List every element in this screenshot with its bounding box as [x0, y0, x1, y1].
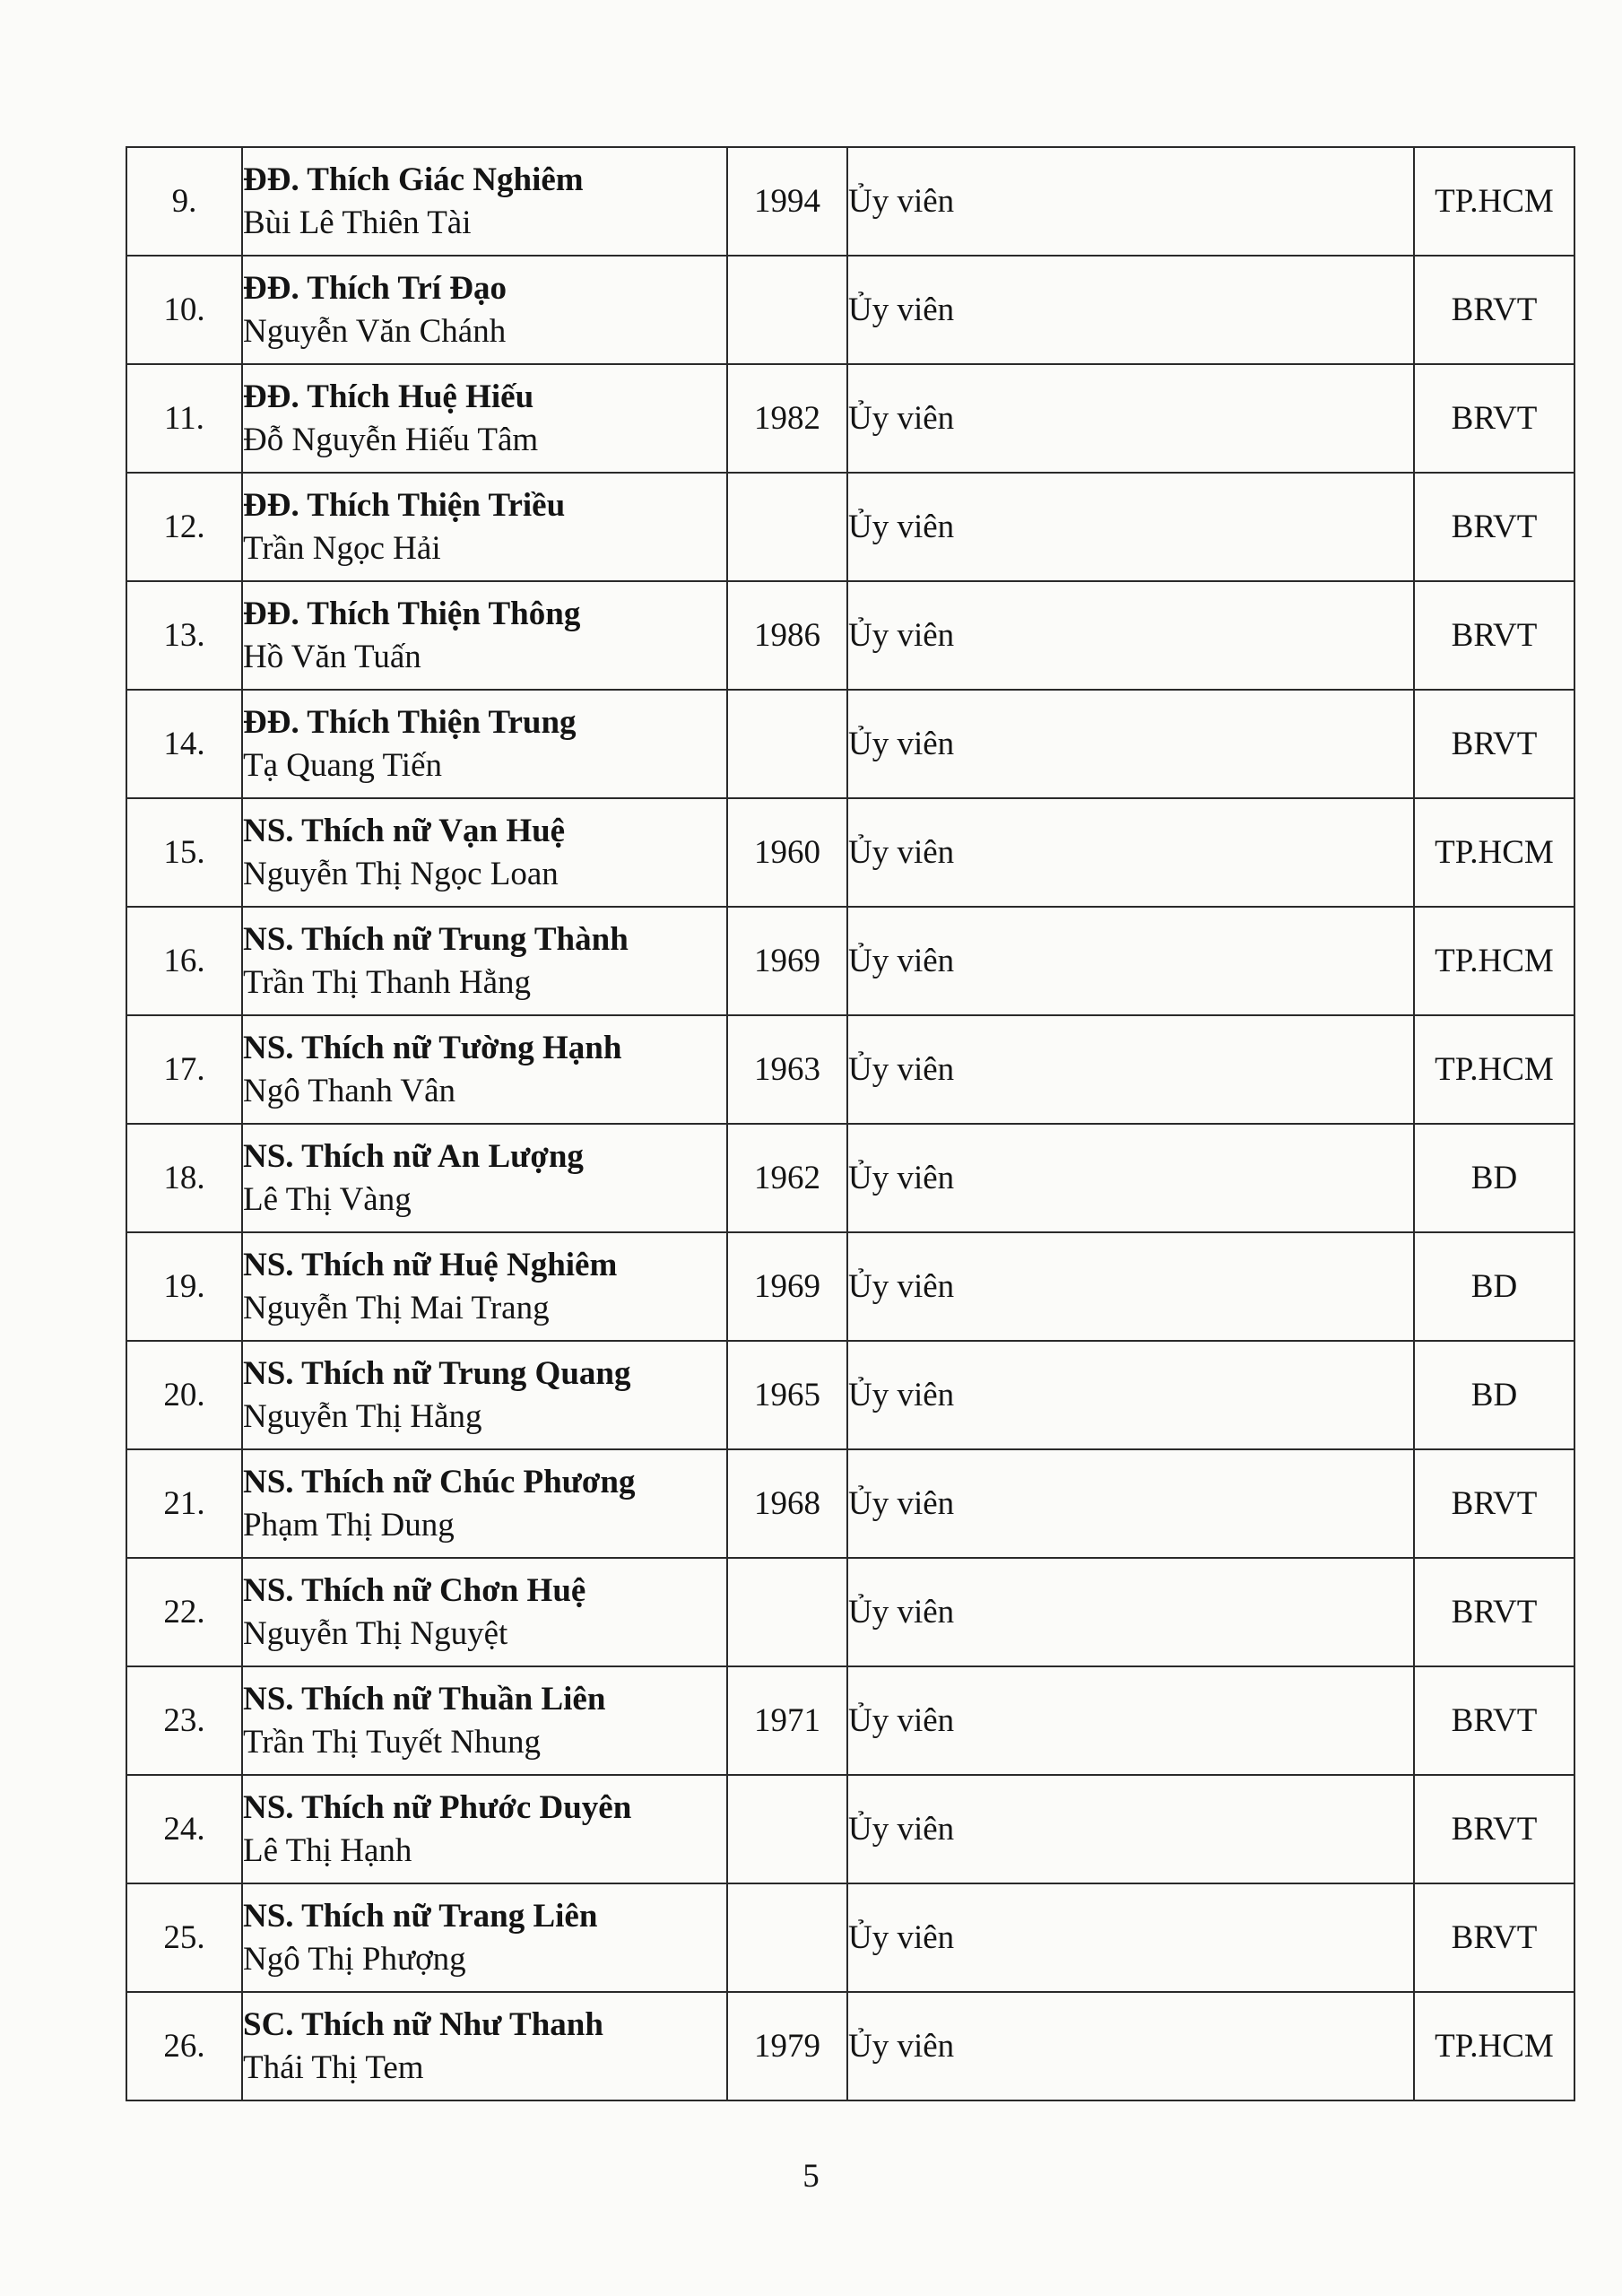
- row-number: 26.: [163, 2027, 205, 2065]
- role-cell: [847, 690, 1414, 798]
- role-cell: [847, 1883, 1414, 1992]
- dharma-name: NS. Thích nữ Thuần Liên: [243, 1680, 606, 1718]
- birth-year: 1982: [754, 399, 820, 437]
- lay-name: Ngô Thị Phượng: [243, 1940, 466, 1978]
- role-cell: [847, 1015, 1414, 1124]
- row-number-cell: [126, 798, 242, 907]
- role-cell: [847, 907, 1414, 1015]
- role: Ủy viên: [848, 1593, 955, 1631]
- birth-year: 1968: [754, 1484, 820, 1522]
- place: TP.HCM: [1435, 1050, 1554, 1088]
- lay-name: Nguyễn Thị Nguyệt: [243, 1614, 508, 1652]
- dharma-name: SC. Thích nữ Như Thanh: [243, 2005, 603, 2043]
- place-cell: [1414, 1341, 1574, 1449]
- birth-year-cell: [727, 1775, 847, 1883]
- lay-name: Thái Thị Tem: [243, 2048, 424, 2086]
- row-number-cell: [126, 581, 242, 690]
- role: Ủy viên: [848, 1701, 955, 1739]
- name-cell: [242, 1558, 727, 1666]
- place: BRVT: [1451, 725, 1538, 762]
- lay-name: Đỗ Nguyễn Hiếu Tâm: [243, 421, 539, 458]
- birth-year-cell: [727, 581, 847, 690]
- role-cell: [847, 1341, 1414, 1449]
- row-number-cell: [126, 907, 242, 1015]
- row-number: 17.: [163, 1050, 205, 1088]
- role-cell: [847, 581, 1414, 690]
- role: Ủy viên: [848, 1918, 955, 1956]
- dharma-name: NS. Thích nữ Vạn Huệ: [243, 812, 566, 849]
- role-cell: [847, 1558, 1414, 1666]
- role-cell: [847, 473, 1414, 581]
- row-number-cell: [126, 690, 242, 798]
- row-number-cell: [126, 1341, 242, 1449]
- row-number-cell: [126, 1666, 242, 1775]
- place-cell: [1414, 1015, 1574, 1124]
- lay-name: Nguyễn Văn Chánh: [243, 312, 507, 350]
- birth-year-cell: [727, 1124, 847, 1232]
- row-number: 10.: [163, 291, 205, 328]
- role-cell: [847, 147, 1414, 256]
- birth-year-cell: [727, 907, 847, 1015]
- dharma-name: NS. Thích nữ Phước Duyên: [243, 1788, 632, 1826]
- birth-year-cell: [727, 1558, 847, 1666]
- place: BD: [1470, 1267, 1518, 1305]
- name-cell: [242, 1124, 727, 1232]
- table-row: [126, 256, 1574, 364]
- place-cell: [1414, 1124, 1574, 1232]
- lay-name: Lê Thị Vàng: [243, 1180, 412, 1218]
- place-cell: [1414, 473, 1574, 581]
- birth-year: 1986: [754, 616, 820, 654]
- name-cell: [242, 1341, 727, 1449]
- role: Ủy viên: [848, 1050, 955, 1088]
- place: BRVT: [1451, 616, 1538, 654]
- dharma-name: NS. Thích nữ Trung Thành: [243, 920, 629, 958]
- name-cell: [242, 798, 727, 907]
- table-row: [126, 1883, 1574, 1992]
- row-number: 15.: [163, 833, 205, 871]
- lay-name: Nguyễn Thị Mai Trang: [243, 1289, 550, 1326]
- place: BRVT: [1451, 291, 1538, 328]
- member-table: [126, 146, 1575, 2101]
- role-cell: [847, 256, 1414, 364]
- role: Ủy viên: [848, 1810, 955, 1848]
- row-number-cell: [126, 1558, 242, 1666]
- name-cell: [242, 690, 727, 798]
- table-row: [126, 1775, 1574, 1883]
- dharma-name: NS. Thích nữ Trung Quang: [243, 1354, 631, 1392]
- birth-year: 1969: [754, 942, 820, 979]
- name-cell: [242, 581, 727, 690]
- row-number: 20.: [163, 1376, 205, 1413]
- place: BRVT: [1451, 1810, 1538, 1848]
- dharma-name: ĐĐ. Thích Thiện Thông: [243, 595, 581, 632]
- role: Ủy viên: [848, 2027, 955, 2065]
- name-cell: [242, 1666, 727, 1775]
- birth-year-cell: [727, 1992, 847, 2100]
- row-number: 21.: [163, 1484, 205, 1522]
- place-cell: [1414, 907, 1574, 1015]
- place-cell: [1414, 1666, 1574, 1775]
- row-number: 11.: [164, 399, 204, 437]
- lay-name: Trần Thị Tuyết Nhung: [243, 1723, 542, 1761]
- role-cell: [847, 1992, 1414, 2100]
- row-number: 18.: [163, 1159, 205, 1196]
- row-number-cell: [126, 1449, 242, 1558]
- role-cell: [847, 1449, 1414, 1558]
- table-row: [126, 473, 1574, 581]
- table-row: [126, 798, 1574, 907]
- table-row: [126, 907, 1574, 1015]
- row-number-cell: [126, 256, 242, 364]
- place-cell: [1414, 1883, 1574, 1992]
- row-number-cell: [126, 147, 242, 256]
- row-number: 9.: [171, 182, 197, 220]
- place: BRVT: [1451, 1484, 1538, 1522]
- row-number: 25.: [163, 1918, 205, 1956]
- row-number: 23.: [163, 1701, 205, 1739]
- birth-year-cell: [727, 256, 847, 364]
- row-number-cell: [126, 1992, 242, 2100]
- birth-year-cell: [727, 1666, 847, 1775]
- table-row: [126, 1232, 1574, 1341]
- dharma-name: ĐĐ. Thích Trí Đạo: [243, 269, 507, 307]
- name-cell: [242, 1775, 727, 1883]
- birth-year: 1960: [754, 833, 820, 871]
- birth-year-cell: [727, 1341, 847, 1449]
- birth-year-cell: [727, 473, 847, 581]
- row-number-cell: [126, 1232, 242, 1341]
- birth-year: 1971: [754, 1701, 820, 1739]
- dharma-name: ĐĐ. Thích Giác Nghiêm: [243, 161, 584, 198]
- row-number: 22.: [163, 1593, 205, 1631]
- table-row: [126, 1666, 1574, 1775]
- role-cell: [847, 364, 1414, 473]
- place: BRVT: [1451, 1701, 1538, 1739]
- birth-year-cell: [727, 1449, 847, 1558]
- lay-name: Lê Thị Hạnh: [243, 1831, 412, 1869]
- role: Ủy viên: [848, 1484, 955, 1522]
- dharma-name: NS. Thích nữ Chơn Huệ: [243, 1571, 586, 1609]
- dharma-name: NS. Thích nữ An Lượng: [243, 1137, 584, 1175]
- table-row: [126, 1558, 1574, 1666]
- table-row: [126, 1449, 1574, 1558]
- place-cell: [1414, 1449, 1574, 1558]
- dharma-name: NS. Thích nữ Trang Liên: [243, 1897, 598, 1935]
- birth-year: 1965: [754, 1376, 820, 1413]
- place: BD: [1470, 1159, 1518, 1196]
- dharma-name: NS. Thích nữ Tường Hạnh: [243, 1029, 622, 1066]
- row-number: 19.: [163, 1267, 205, 1305]
- place-cell: [1414, 581, 1574, 690]
- role-cell: [847, 1232, 1414, 1341]
- name-cell: [242, 147, 727, 256]
- role-cell: [847, 798, 1414, 907]
- dharma-name: NS. Thích nữ Chúc Phương: [243, 1463, 636, 1500]
- place-cell: [1414, 1775, 1574, 1883]
- place: TP.HCM: [1435, 833, 1554, 871]
- birth-year-cell: [727, 147, 847, 256]
- row-number: 12.: [163, 508, 205, 545]
- table-row: [126, 147, 1574, 256]
- table-row: [126, 1124, 1574, 1232]
- dharma-name: ĐĐ. Thích Thiện Trung: [243, 703, 577, 741]
- role-cell: [847, 1775, 1414, 1883]
- lay-name: Ngô Thanh Vân: [243, 1072, 456, 1109]
- birth-year: 1969: [754, 1267, 820, 1305]
- place-cell: [1414, 256, 1574, 364]
- row-number-cell: [126, 1124, 242, 1232]
- birth-year-cell: [727, 1232, 847, 1341]
- place: TP.HCM: [1435, 942, 1554, 979]
- row-number: 13.: [163, 616, 205, 654]
- place: BRVT: [1451, 399, 1538, 437]
- page-number: 5: [802, 2158, 820, 2195]
- birth-year-cell: [727, 798, 847, 907]
- lay-name: Tạ Quang Tiến: [243, 746, 442, 784]
- name-cell: [242, 256, 727, 364]
- birth-year-cell: [727, 1015, 847, 1124]
- place: BRVT: [1451, 1593, 1538, 1631]
- row-number-cell: [126, 1775, 242, 1883]
- role: Ủy viên: [848, 942, 955, 979]
- name-cell: [242, 1883, 727, 1992]
- name-cell: [242, 907, 727, 1015]
- row-number-cell: [126, 473, 242, 581]
- role: Ủy viên: [848, 1376, 955, 1413]
- place-cell: [1414, 364, 1574, 473]
- role: Ủy viên: [848, 1159, 955, 1196]
- role: Ủy viên: [848, 399, 955, 437]
- role: Ủy viên: [848, 616, 955, 654]
- role: Ủy viên: [848, 1267, 955, 1305]
- place: TP.HCM: [1435, 2027, 1554, 2065]
- birth-year-cell: [727, 1883, 847, 1992]
- role: Ủy viên: [848, 508, 955, 545]
- role: Ủy viên: [848, 725, 955, 762]
- birth-year: 1962: [754, 1159, 820, 1196]
- name-cell: [242, 1015, 727, 1124]
- lay-name: Nguyễn Thị Hằng: [243, 1397, 482, 1435]
- row-number: 24.: [163, 1810, 205, 1848]
- place: BD: [1470, 1376, 1518, 1413]
- place: BRVT: [1451, 508, 1538, 545]
- dharma-name: ĐĐ. Thích Huệ Hiếu: [243, 378, 534, 415]
- place-cell: [1414, 1992, 1574, 2100]
- place-cell: [1414, 1558, 1574, 1666]
- lay-name: Phạm Thị Dung: [243, 1506, 455, 1544]
- birth-year: 1994: [754, 182, 820, 220]
- role: Ủy viên: [848, 833, 955, 871]
- row-number-cell: [126, 1883, 242, 1992]
- role: Ủy viên: [848, 291, 955, 328]
- birth-year: 1963: [754, 1050, 820, 1088]
- place-cell: [1414, 1232, 1574, 1341]
- role: Ủy viên: [848, 182, 955, 220]
- member-table-body: [126, 147, 1574, 2100]
- lay-name: Trần Ngọc Hải: [243, 529, 441, 567]
- birth-year: 1979: [754, 2027, 820, 2065]
- row-number-cell: [126, 364, 242, 473]
- name-cell: [242, 364, 727, 473]
- table-row: [126, 364, 1574, 473]
- table-row: [126, 1992, 1574, 2100]
- name-cell: [242, 1992, 727, 2100]
- place: TP.HCM: [1435, 182, 1554, 220]
- place-cell: [1414, 690, 1574, 798]
- place: BRVT: [1451, 1918, 1538, 1956]
- name-cell: [242, 473, 727, 581]
- row-number-cell: [126, 1015, 242, 1124]
- lay-name: Trần Thị Thanh Hằng: [243, 963, 532, 1001]
- name-cell: [242, 1232, 727, 1341]
- lay-name: Bùi Lê Thiên Tài: [243, 204, 472, 241]
- lay-name: Hồ Văn Tuấn: [243, 638, 421, 675]
- dharma-name: NS. Thích nữ Huệ Nghiêm: [243, 1246, 618, 1283]
- dharma-name: ĐĐ. Thích Thiện Triều: [243, 486, 566, 524]
- birth-year-cell: [727, 364, 847, 473]
- table-row: [126, 581, 1574, 690]
- lay-name: Nguyễn Thị Ngọc Loan: [243, 855, 559, 892]
- table-row: [126, 1341, 1574, 1449]
- row-number: 14.: [163, 725, 205, 762]
- row-number: 16.: [163, 942, 205, 979]
- name-cell: [242, 1449, 727, 1558]
- place-cell: [1414, 147, 1574, 256]
- place-cell: [1414, 798, 1574, 907]
- role-cell: [847, 1666, 1414, 1775]
- birth-year-cell: [727, 690, 847, 798]
- table-row: [126, 690, 1574, 798]
- table-row: [126, 1015, 1574, 1124]
- role-cell: [847, 1124, 1414, 1232]
